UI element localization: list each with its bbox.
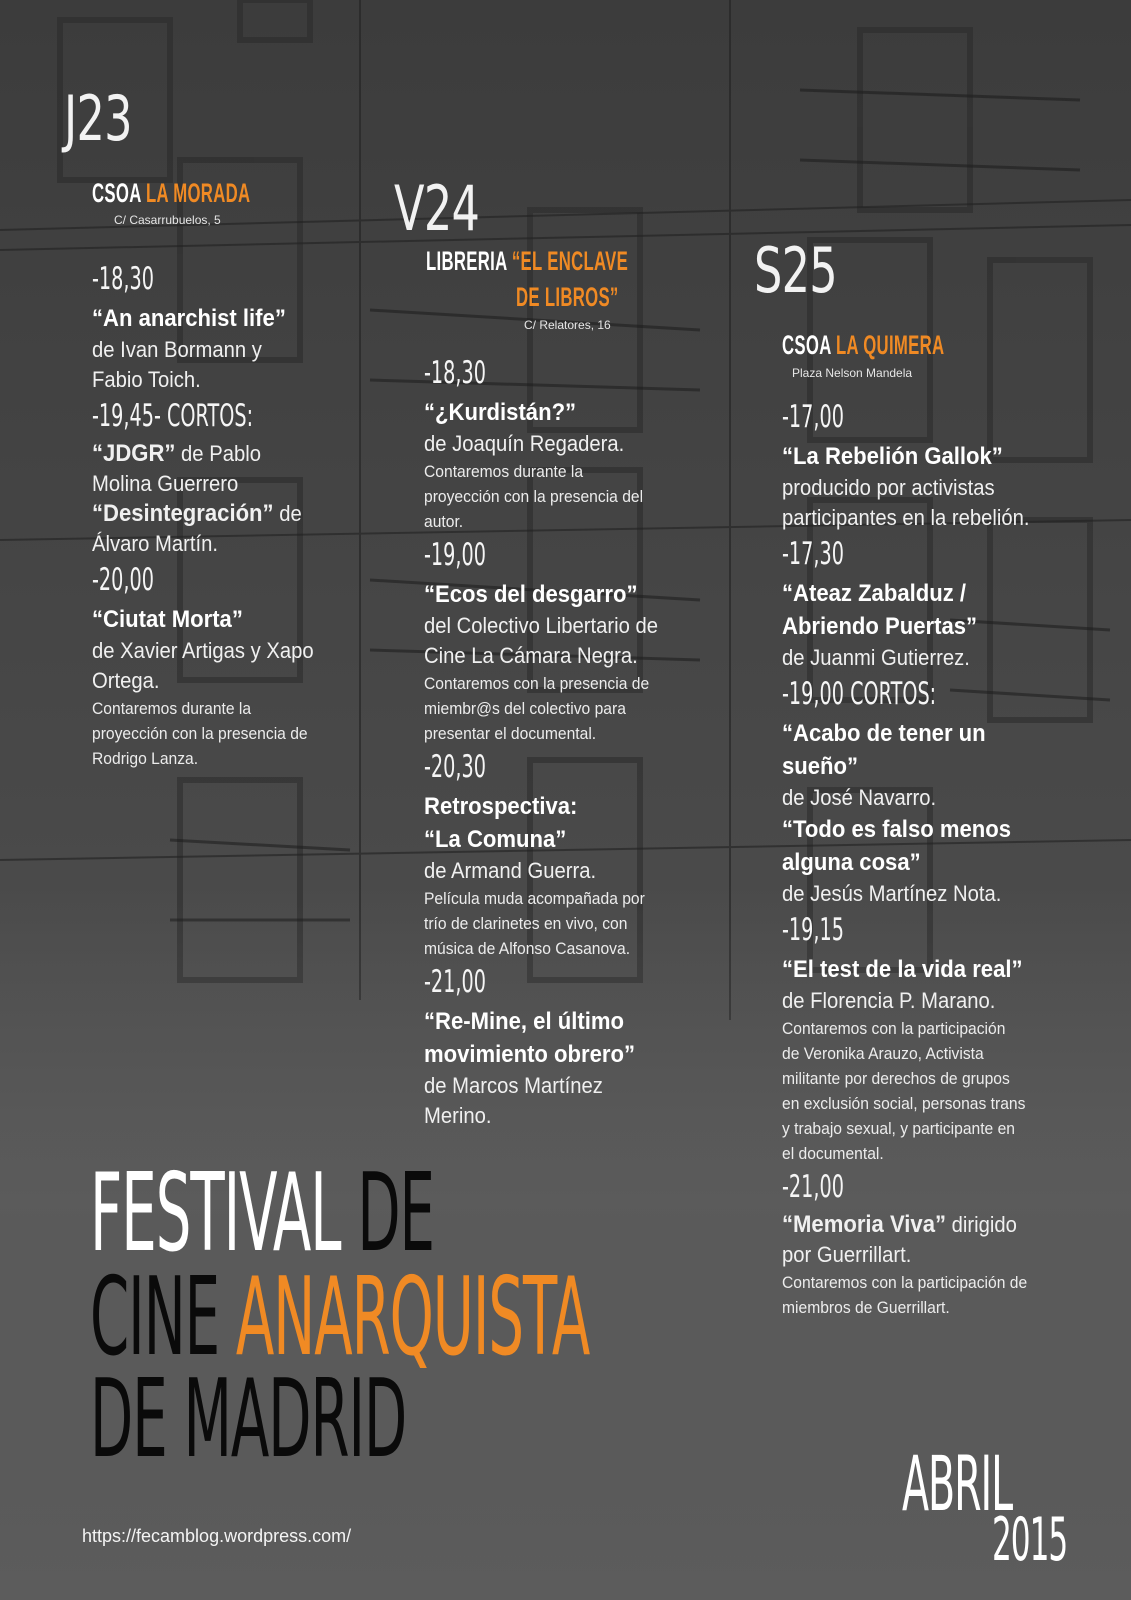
film-title: “Memoria Viva”	[782, 1211, 947, 1238]
film-credit: Molina Guerrero	[92, 471, 239, 496]
day-header-j23	[64, 82, 158, 155]
screening-note: proyección con la presencia del	[424, 487, 644, 506]
venue-address: C/ Relatores, 16	[524, 318, 611, 332]
screening-time: -19,15	[782, 912, 844, 948]
festival-word: DE MADRID	[90, 1357, 407, 1482]
film-credit: de Juanmi Gutierrez.	[782, 645, 970, 670]
film-credit: Álvaro Martín.	[92, 531, 218, 556]
screening	[782, 1169, 1052, 1320]
festival-word: FESTIVAL	[90, 1151, 341, 1276]
film-title: “Desintegración”	[92, 500, 274, 527]
film-title: “An anarchist life”	[92, 305, 286, 332]
film-credit: producido por activistas	[782, 475, 995, 500]
film-credit: de Pablo	[175, 441, 261, 466]
film-credit: Fabio Toich.	[92, 367, 201, 392]
screening-time: -18,30	[92, 261, 154, 297]
screening-note: Contaremos con la presencia de	[424, 674, 650, 693]
screening	[782, 536, 1052, 673]
screening-note: Contaremos con la participación de	[782, 1273, 1028, 1292]
screening	[424, 537, 694, 746]
screening-time: -18,30	[424, 355, 486, 391]
screening	[92, 562, 362, 771]
screening-note: el documental.	[782, 1144, 884, 1163]
film-credit: Ortega.	[92, 668, 160, 693]
festival-title-line2	[90, 1255, 590, 1380]
screening	[782, 676, 1052, 909]
screening-time: -19,00	[424, 537, 486, 573]
day-code: S25	[754, 234, 837, 307]
schedule-column-v24	[424, 352, 694, 1131]
year-label: 2015	[992, 1505, 1068, 1575]
film-credit: de Xavier Artigas y Xapo	[92, 638, 314, 663]
film-title: “Re-Mine, el último	[424, 1008, 624, 1035]
venue-name-line2: DE LIBROS”	[516, 282, 619, 312]
film-line	[92, 439, 340, 469]
screening-note: miembros de Guerrillart.	[782, 1298, 950, 1317]
festival-word: ANARQUISTA	[219, 1255, 590, 1380]
film-title: Retrospectiva:	[424, 793, 578, 820]
film-title: “Ateaz Zabalduz /	[782, 580, 967, 607]
screening-time: -20,00	[92, 562, 154, 598]
screening-note: en exclusión social, personas trans	[782, 1094, 1026, 1113]
venue-prefix: CSOA	[782, 330, 836, 360]
film-credit: dirigido	[946, 1212, 1017, 1237]
day-code: V24	[394, 172, 480, 245]
screening-time: -19,45- CORTOS:	[92, 398, 254, 434]
festival-title-line1	[90, 1151, 434, 1276]
screening-note: Contaremos con la participación	[782, 1019, 1006, 1038]
screening-note: autor.	[424, 512, 464, 531]
film-title: “Acabo de tener un	[782, 720, 986, 747]
screening-time: -17,30	[782, 536, 844, 572]
screening-note: presentar el documental.	[424, 724, 597, 743]
festival-word: CINE	[90, 1255, 220, 1380]
venue-name: LA MORADA	[145, 178, 251, 208]
day-header-s25	[754, 234, 869, 307]
screening-note: y trabajo sexual, y participante en	[782, 1119, 1016, 1138]
film-title: movimiento obrero”	[424, 1041, 636, 1068]
film-line	[782, 1210, 1030, 1240]
festival-word: DE	[340, 1151, 434, 1276]
film-credit: por Guerrillart.	[782, 1242, 912, 1267]
month-label: ABRIL	[902, 1439, 1013, 1528]
screening	[782, 399, 1052, 533]
screening	[424, 355, 694, 534]
film-title: “La Comuna”	[424, 826, 567, 853]
screening-note: proyección con la presencia de	[92, 724, 308, 743]
film-credit: del Colectivo Libertario de	[424, 613, 659, 638]
screening-time: -19,00 CORTOS:	[782, 676, 937, 712]
venue-la-quimera	[782, 332, 944, 359]
screening-note: militante por derechos de grupos	[782, 1069, 1010, 1088]
film-credit: de Ivan Bormann y	[92, 337, 262, 362]
screening	[92, 261, 362, 395]
schedule-column-s25	[782, 396, 1052, 1320]
day-header-v24	[394, 172, 512, 245]
film-title: “JDGR”	[92, 440, 176, 467]
film-title: “¿Kurdistán?”	[424, 399, 577, 426]
screening-time: -21,00	[782, 1169, 844, 1205]
screening-note: de Veronika Arauzo, Activista	[782, 1044, 984, 1063]
film-title: “La Rebelión Gallok”	[782, 443, 1003, 470]
screening-time: -17,00	[782, 399, 844, 435]
film-credit: Cine La Cámara Negra.	[424, 643, 638, 668]
venue-address: Plaza Nelson Mandela	[792, 366, 913, 380]
film-title: “Ciutat Morta”	[92, 606, 243, 633]
screening-note: Película muda acompañada por	[424, 889, 645, 908]
film-credit: de José Navarro.	[782, 785, 937, 810]
screening	[782, 912, 1052, 1166]
screening-note: miembr@s del colectivo para	[424, 699, 626, 718]
screening-note: Contaremos durante la	[424, 462, 584, 481]
venue-name: LA QUIMERA	[835, 330, 945, 360]
venue-la-morada	[92, 180, 250, 207]
screening	[424, 964, 694, 1131]
film-title: “Ecos del desgarro”	[424, 581, 638, 608]
screening	[92, 398, 362, 559]
film-title: sueño”	[782, 753, 859, 780]
film-credit: de Armand Guerra.	[424, 858, 597, 883]
screening-note: Contaremos durante la	[92, 699, 252, 718]
screening-note: trío de clarinetes en vivo, con	[424, 914, 628, 933]
film-credit: de	[273, 501, 302, 526]
film-credit: de Jesús Martínez Nota.	[782, 881, 1002, 906]
film-credit: de Florencia P. Marano.	[782, 988, 996, 1013]
website-link[interactable]: https://fecamblog.wordpress.com/	[82, 1526, 352, 1546]
venue-name: “EL ENCLAVE	[511, 246, 629, 276]
film-title: “Todo es falso menos	[782, 816, 1012, 843]
film-title: alguna cosa”	[782, 849, 921, 876]
screening-time: -20,30	[424, 749, 486, 785]
film-credit: Merino.	[424, 1103, 492, 1128]
screening-note: música de Alfonso Casanova.	[424, 939, 631, 958]
festival-title-line3	[90, 1357, 407, 1482]
screening	[424, 749, 694, 961]
venue-address: C/ Casarrubuelos, 5	[114, 213, 221, 227]
day-code: J23	[64, 82, 132, 155]
film-title: Abriendo Puertas”	[782, 613, 978, 640]
film-title: “El test de la vida real”	[782, 956, 1023, 983]
film-credit: de Joaquín Regadera.	[424, 431, 625, 456]
schedule-column-j23	[92, 258, 362, 771]
screening-time: -21,00	[424, 964, 486, 1000]
venue-el-enclave	[426, 248, 628, 275]
film-line	[92, 499, 340, 529]
screening-note: Rodrigo Lanza.	[92, 749, 199, 768]
venue-prefix: CSOA	[92, 178, 146, 208]
venue-prefix: LIBRERIA	[426, 246, 512, 276]
film-credit: de Marcos Martínez	[424, 1073, 603, 1098]
film-credit: participantes en la rebelión.	[782, 505, 1030, 530]
